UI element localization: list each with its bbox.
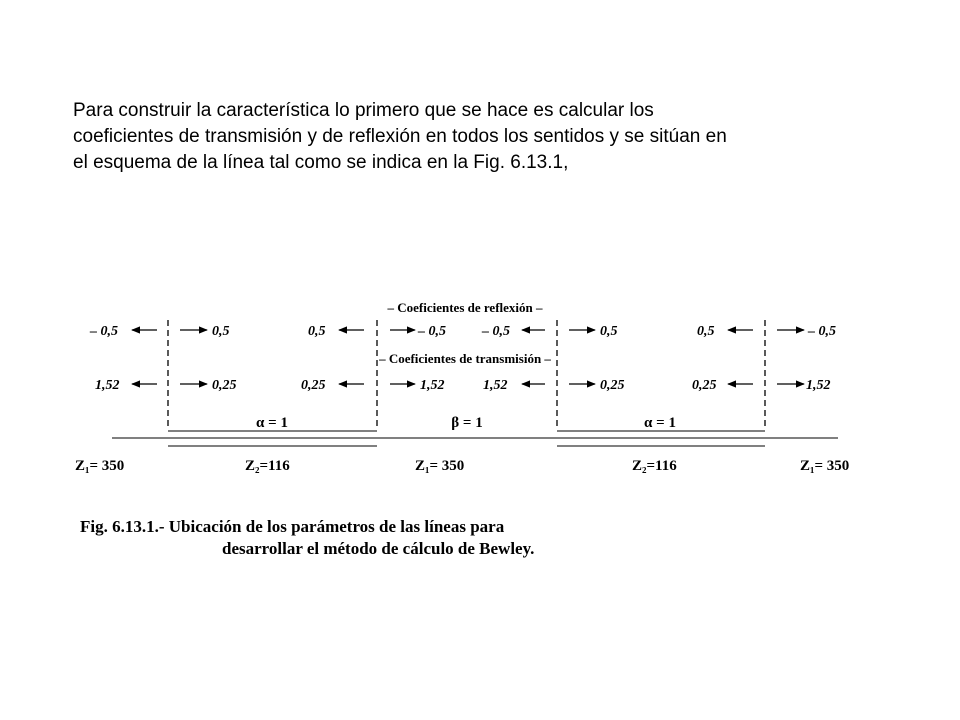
- reflection-value: – 0,5: [418, 324, 446, 339]
- impedance-label: Z₂=116: [632, 458, 677, 474]
- transmission-value: 1,52: [95, 378, 120, 393]
- transmission-value: 1,52: [420, 378, 445, 393]
- reflection-value: 0,5: [697, 324, 715, 339]
- figure-caption-line: desarrollar el método de cálculo de Bewley.: [222, 539, 535, 558]
- transmission-value: 0,25: [692, 378, 717, 393]
- reflection-value: – 0,5: [482, 324, 510, 339]
- paragraph-line: el esquema de la línea tal como se indica en la Fig. 6.13.1,: [73, 152, 569, 173]
- impedance-label: Z₁= 350: [800, 458, 850, 474]
- impedance-label: Z₁= 350: [415, 458, 465, 474]
- reflection-value: 0,5: [212, 324, 230, 339]
- reflection-header: – Coeficientes de reflexión –: [387, 300, 543, 315]
- impedance-label: Z₁= 350: [75, 458, 125, 474]
- beta-label: β = 1: [451, 415, 483, 431]
- bewley-figure: [0, 280, 960, 580]
- paragraph-line: Para construir la característica lo primero que se hace es calcular los: [73, 100, 654, 121]
- alpha-label: α = 1: [644, 415, 676, 431]
- reflection-value: – 0,5: [808, 324, 836, 339]
- impedance-label: Z₂=116: [245, 458, 290, 474]
- transmission-value: 0,25: [212, 378, 237, 393]
- transmission-value: 1,52: [806, 378, 831, 393]
- transmission-header: – Coeficientes de transmisión –: [379, 351, 551, 366]
- body-paragraph: [73, 98, 873, 176]
- reflection-value: 0,5: [308, 324, 326, 339]
- reflection-value: – 0,5: [90, 324, 118, 339]
- transmission-value: 1,52: [483, 378, 508, 393]
- transmission-value: 0,25: [301, 378, 326, 393]
- reflection-value: 0,5: [600, 324, 618, 339]
- alpha-label: α = 1: [256, 415, 288, 431]
- figure-caption-line: Fig. 6.13.1.- Ubicación de los parámetros de las líneas para: [80, 517, 505, 536]
- paragraph-line: coeficientes de transmisión y de reflexión en todos los sentidos y se sitúan en: [73, 126, 727, 147]
- transmission-value: 0,25: [600, 378, 625, 393]
